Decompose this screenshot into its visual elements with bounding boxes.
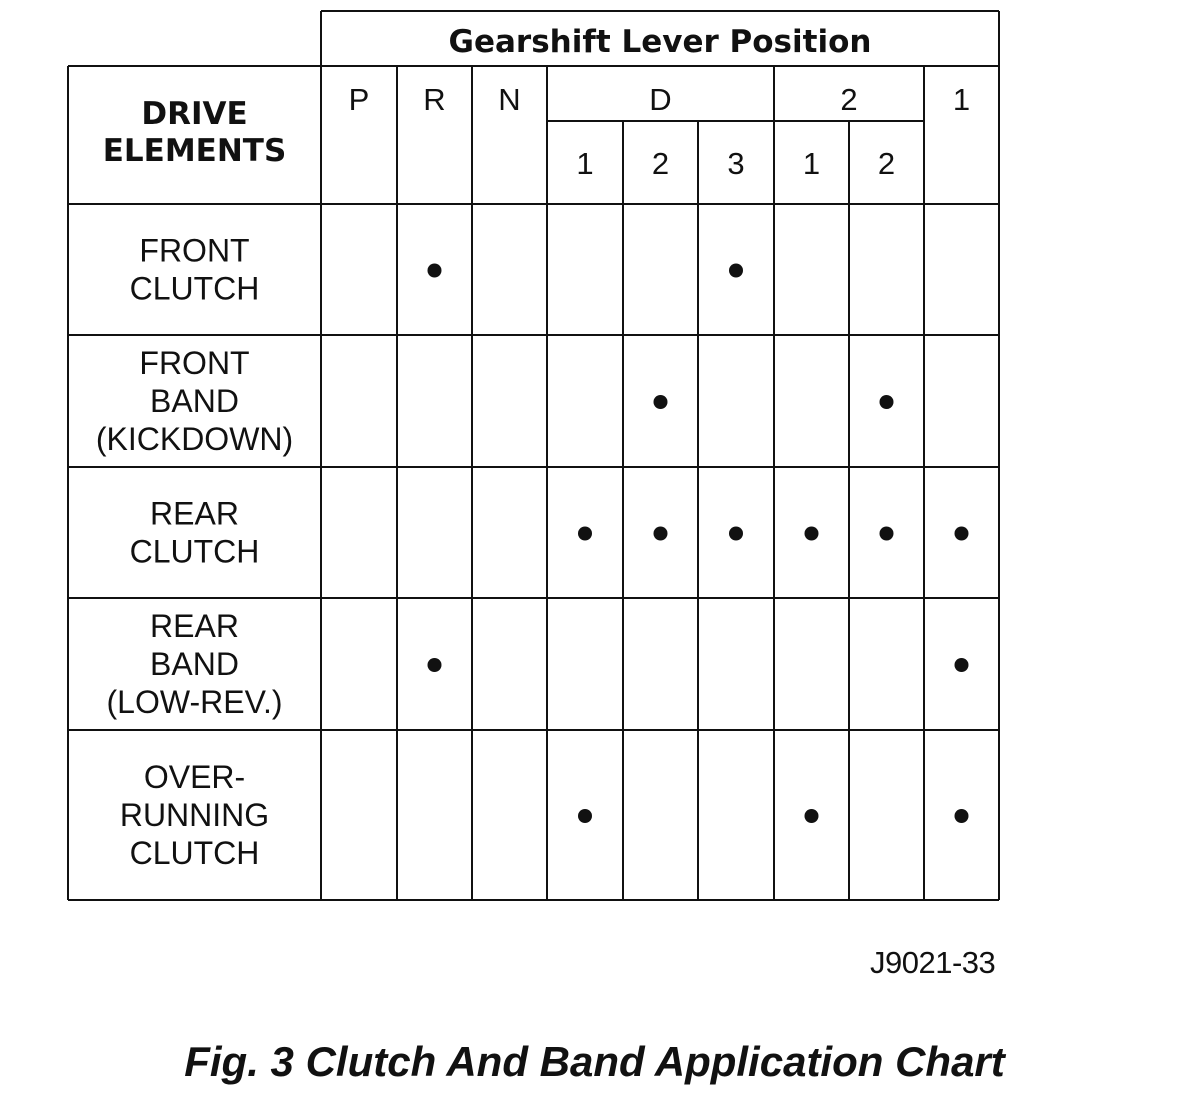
sub-position-label: 1 [576, 146, 594, 181]
applied-dot [428, 264, 442, 278]
applied-dot [955, 809, 969, 823]
position-label-r: R [423, 82, 446, 117]
sub-position-label: 3 [727, 146, 745, 181]
position-label-p: P [348, 82, 370, 117]
position-label-2: 2 [840, 82, 858, 117]
applied-dot [578, 809, 592, 823]
drive-element-label: RUNNING [119, 797, 270, 833]
drive-element-label: CLUTCH [129, 835, 260, 871]
figure-number: J9021-33 [870, 945, 996, 980]
applied-dot [955, 527, 969, 541]
drive-element-label: OVER- [143, 759, 246, 795]
applied-dot [805, 809, 819, 823]
drive-elements-header: ELEMENTS [102, 133, 287, 169]
position-label-n: N [498, 82, 521, 117]
applied-dot [654, 395, 668, 409]
sub-position-label: 2 [877, 146, 896, 181]
drive-element-label: REAR [150, 608, 239, 644]
position-label-1: 1 [952, 82, 971, 117]
position-label-d: D [649, 82, 672, 117]
drive-element-label: BAND [150, 383, 239, 419]
applied-dot [654, 527, 668, 541]
drive-element-label: FRONT [139, 345, 250, 381]
drive-element-label: REAR [150, 495, 239, 532]
drive-element-label: CLUTCH [129, 270, 260, 307]
figure-caption: Fig. 3 Clutch And Band Application Chart [184, 1038, 1005, 1085]
gearshift-header: Gearshift Lever Position [448, 24, 872, 60]
sub-position-label: 1 [802, 146, 821, 181]
applied-dot [805, 527, 819, 541]
drive-elements-header: DRIVE [141, 96, 248, 132]
applied-dot [729, 527, 743, 541]
applied-dot [578, 527, 592, 541]
drive-element-label: (KICKDOWN) [95, 421, 294, 457]
drive-element-label: (LOW-REV.) [106, 684, 283, 720]
applied-dot [880, 395, 894, 409]
applied-dot [729, 264, 743, 278]
drive-element-label: BAND [150, 646, 239, 682]
applied-dot [880, 527, 894, 541]
drive-element-label: FRONT [139, 232, 250, 269]
applied-dot [428, 658, 442, 672]
drive-element-label: CLUTCH [129, 533, 260, 570]
applied-dot [955, 658, 969, 672]
sub-position-label: 2 [651, 146, 670, 181]
